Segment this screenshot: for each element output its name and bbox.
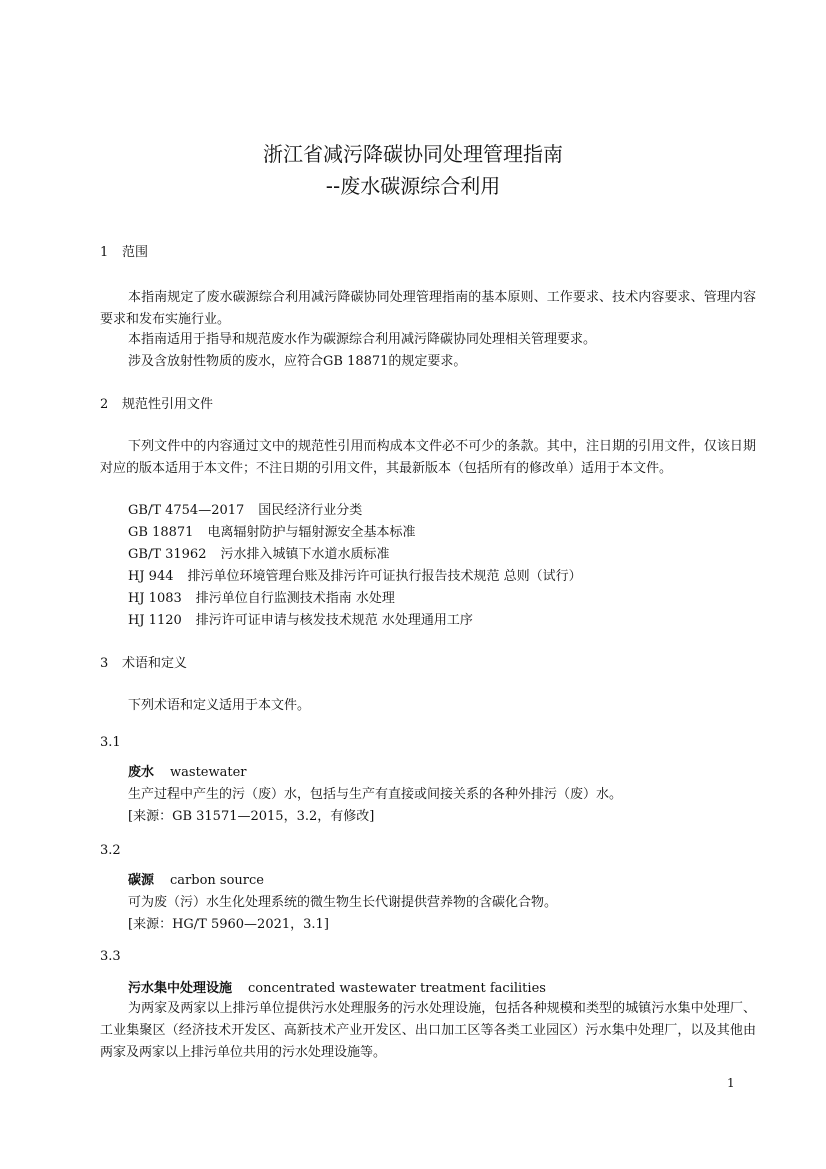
reference-title: 污水排入城镇下水道水质标准 [220,547,390,562]
section-2-heading [100,396,213,414]
term-definition: 为两家及两家以上排污单位提供污水处理服务的污水处理设施，包括各种规模和类型的城镇污水集中处理厂、工业集聚区（经济技术开发区、高新技术产业开发区、出口加工区等各类工业园区）污水集中处理厂，以及其他由两家及两家以上排污单位共用的污水处理设施等。 [100,1001,756,1060]
reference-code: HJ 1083 [128,591,182,606]
term-name: 污水集中处理设施 [128,981,233,996]
section-number: 1 [100,245,109,260]
document-title: 浙江省减污降碳协同处理管理指南 [263,142,563,166]
term-english: carbon source [170,873,264,888]
reference-item [128,524,415,542]
term-heading [128,764,247,782]
term-source: [来源：GB 31571—2015，3.2，有修改] [128,809,375,824]
reference-title: 国民经济行业分类 [258,503,363,518]
reference-item [128,612,473,630]
reference-item [128,546,390,564]
reference-title: 排污单位环境管理台账及排污许可证执行报告技术规范 总则（试行） [187,569,582,584]
section-number: 3 [100,656,109,671]
section-number: 2 [100,397,109,412]
term-definition: 可为废（污）水生化处理系统的微生物生长代谢提供营养物的含碳化合物。 [128,895,558,910]
reference-item [128,568,582,586]
term-name: 碳源 [128,873,155,888]
reference-code: GB 18871 [128,525,194,540]
section-2-paragraph-1: 下列文件中的内容通过文中的规范性引用而构成本文件必不可少的条款。其中，注日期的引用文件，仅该日期对应的版本适用于本文件；不注日期的引用文件，其最新版本（包括所有的修改单）适用于本文件。 [100,439,756,476]
section-1-heading [100,244,148,262]
section-title: 范围 [122,245,149,260]
section-3-heading [100,655,187,673]
term-number: 3.2 [100,843,121,858]
section-3-paragraph-1: 下列术语和定义适用于本文件。 [128,698,311,713]
reference-code: HJ 944 [128,569,174,584]
term-source: [来源：HG/T 5960—2021，3.1] [128,917,329,932]
section-title: 规范性引用文件 [122,397,214,412]
term-name: 废水 [128,765,155,780]
reference-item [128,502,362,520]
term-number: 3.1 [100,735,121,750]
section-1-paragraph-3: 涉及含放射性物质的废水，应符合GB 18871的规定要求。 [128,354,467,369]
reference-title: 排污许可证申请与核发技术规范 水处理通用工序 [195,613,473,628]
reference-title: 排污单位自行监测技术指南 水处理 [195,591,395,606]
term-english: wastewater [170,765,247,780]
reference-code: GB/T 4754—2017 [128,503,245,518]
term-heading [128,872,264,890]
section-1-paragraph-2: 本指南适用于指导和规范废水作为碳源综合利用减污降碳协同处理相关管理要求。 [128,332,597,347]
section-title: 术语和定义 [122,656,188,671]
term-number: 3.3 [100,949,121,964]
document-subtitle: --废水碳源综合利用 [325,174,501,198]
section-1-paragraph-1: 本指南规定了废水碳源综合利用减污降碳协同处理管理指南的基本原则、工作要求、技术内容要求、管理内容要求和发布实施行业。 [100,290,756,327]
reference-code: HJ 1120 [128,613,182,628]
reference-item [128,590,395,608]
term-definition: 生产过程中产生的污（废）水，包括与生产有直接或间接关系的各种外排污（废）水。 [128,787,623,802]
page-number: 1 [727,1076,735,1090]
term-heading [128,980,546,998]
reference-code: GB/T 31962 [128,547,207,562]
reference-title: 电离辐射防护与辐射源安全基本标准 [207,525,416,540]
term-english: concentrated wastewater treatment facilities [248,981,546,996]
